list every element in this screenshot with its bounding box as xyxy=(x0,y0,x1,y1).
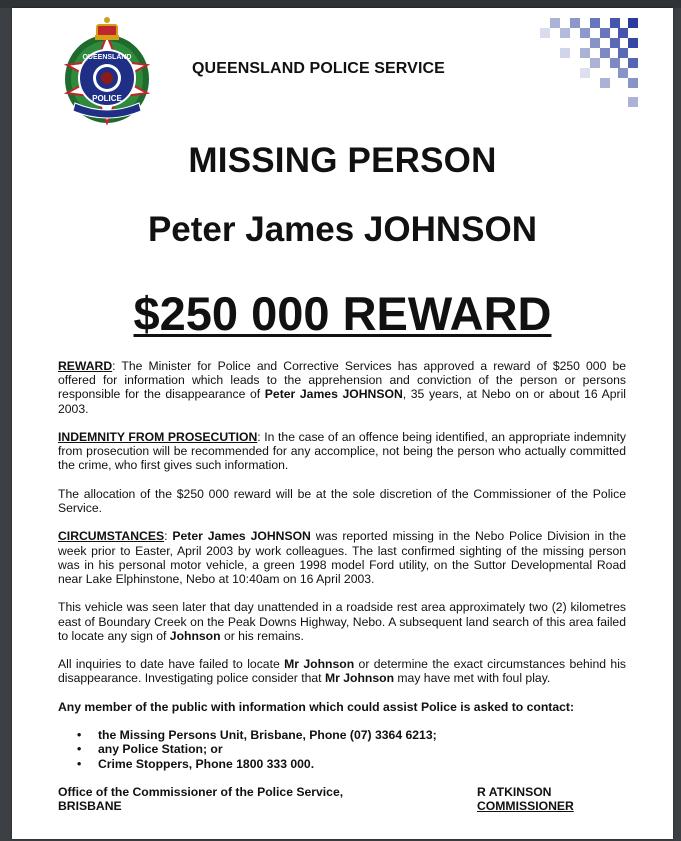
contact-item: • the Missing Persons Unit, Brisbane, Phone (07) 3364 6213; xyxy=(98,728,626,742)
contact-item: • any Police Station; or xyxy=(98,742,626,756)
document-page xyxy=(12,8,673,839)
signatory-block xyxy=(477,785,574,813)
reward-paragraph: REWARD: The Minister for Police and Corrective Services has approved a reward of $250 000 be offered for information which leads to the apprehension and conviction of the person or persons responsible for the disappearance of Peter James JOHNSON, 35 years, at Nebo on or about 16 April 2003. xyxy=(58,359,627,416)
inquiries-paragraph: All inquiries to date have failed to locate Mr Johnson or determine the exact circumstances behind his disappearance. Investigating police consider that Mr Johnson may have met with foul play. xyxy=(58,657,627,686)
person-surname: Mr Johnson xyxy=(284,657,355,672)
signature-block xyxy=(58,785,626,813)
contact-list xyxy=(58,728,626,771)
indemnity-label: INDEMNITY FROM PROSECUTION xyxy=(58,430,258,444)
svg-text:QUEENSLAND: QUEENSLAND xyxy=(82,54,132,61)
reward-label: REWARD xyxy=(58,359,113,373)
checker-decoration xyxy=(532,12,642,107)
missing-person-heading: MISSING PERSON xyxy=(188,141,497,180)
circumstances-label: CIRCUMSTANCES xyxy=(58,529,165,544)
vehicle-paragraph: This vehicle was seen later that day unattended in a roadside rest area approximately two (2) kilometres east of Boundary Creek on the Peak Downs Highway, Nebo. A subsequent land search of this area failed to locate any sign of Johnson or his remains. xyxy=(58,600,626,643)
reward-heading: $250 000 REWARD xyxy=(133,287,552,340)
allocation-paragraph: The allocation of the $250 000 reward will be at the sole discretion of the Commissioner of the Police Service. xyxy=(58,486,626,515)
svg-text:POLICE: POLICE xyxy=(92,94,122,103)
person-name: Peter James JOHNSON xyxy=(172,529,311,544)
queensland-police-crest-icon xyxy=(57,11,157,127)
contact-lead: Any member of the public with information which could assist Police is asked to contact: xyxy=(58,699,575,714)
organization-name: QUEENSLAND POLICE SERVICE xyxy=(192,60,445,77)
circumstances-paragraph: CIRCUMSTANCES: Peter James JOHNSON was reported missing in the Nebo Police Division in the week prior to Easter, April 2003 by work colleagues. The last confirmed sighting of the missing person was in his personal motor vehicle, a green 1998 model Ford utility, on the Suttor Developmental Road near Lake Elphinstone, Nebo at 10:40am on 16 April 2003. xyxy=(58,529,627,586)
person-surname: Mr Johnson xyxy=(324,671,395,686)
person-surname: Johnson xyxy=(169,628,221,643)
office-block xyxy=(58,785,438,813)
person-name: Peter James JOHNSON xyxy=(264,387,403,402)
office-line: Office of the Commissioner of the Police Service, xyxy=(58,784,344,799)
indemnity-paragraph: INDEMNITY FROM PROSECUTION: In the case of an offence being identified, an appropriate indemnity from prosecution will be recommended for any accomplice, not being the person who actually committed the crime, who first gives such information. xyxy=(58,430,626,473)
viewer-top-bar xyxy=(0,0,681,8)
signatory-title: COMMISSIONER xyxy=(477,799,574,814)
signatory-name: R ATKINSON xyxy=(477,784,552,799)
document-body xyxy=(58,359,626,813)
office-city: BRISBANE xyxy=(58,799,122,814)
person-name-heading: Peter James JOHNSON xyxy=(147,210,538,249)
contact-item: • Crime Stoppers, Phone 1800 333 000. xyxy=(98,757,626,771)
